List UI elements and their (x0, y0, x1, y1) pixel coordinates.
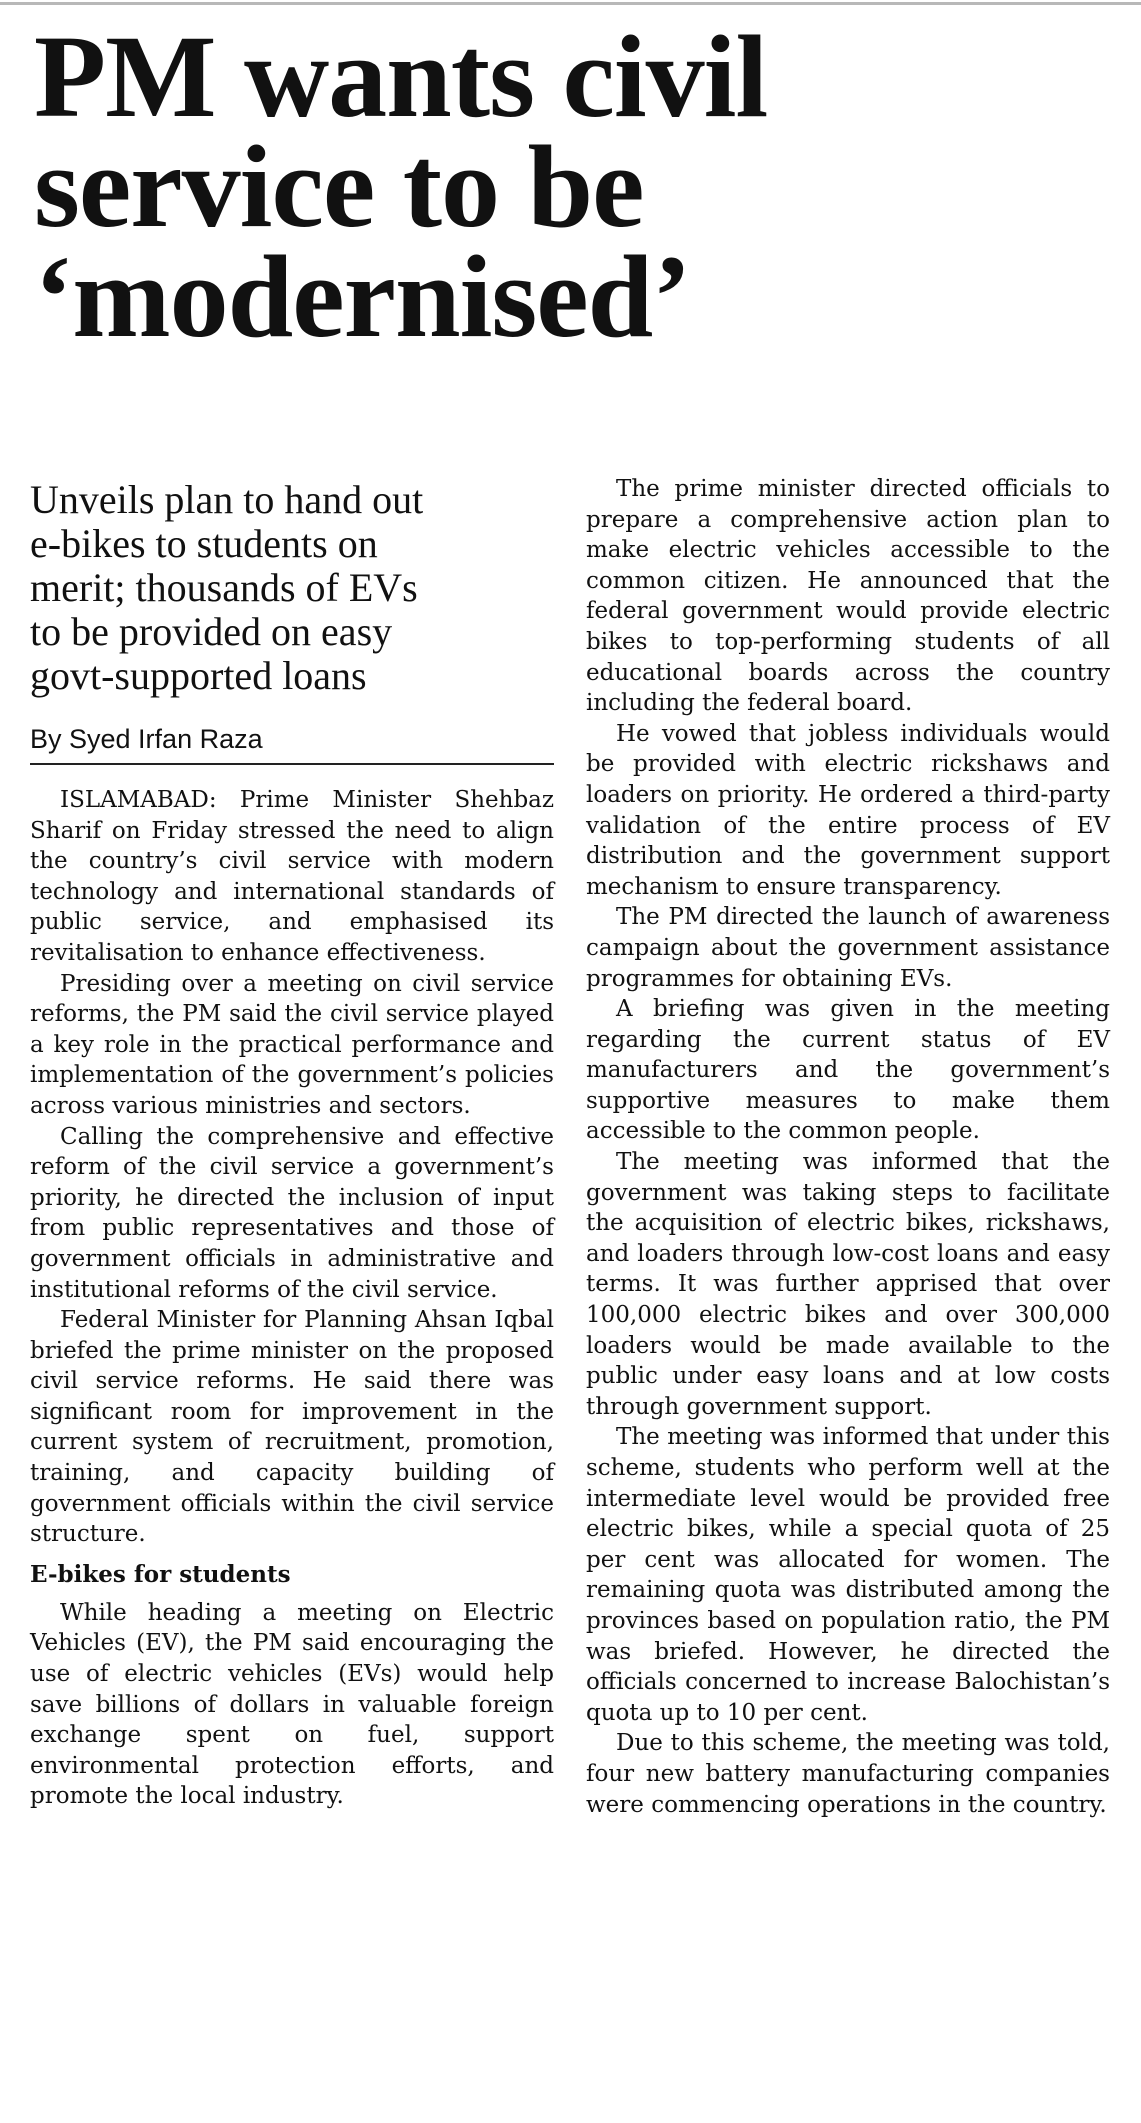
paragraph: Due to this scheme, the meeting was told, four new battery manufacturing companies were commencing operations in the country. (586, 1730, 1110, 1818)
paragraph: Calling the comprehensive and effective reform of the civil service a government’s priority, he directed the inclusion of input from public representatives and those of government officials in administrative and institutional reforms of the civil service. (30, 1123, 554, 1303)
paragraph: The PM directed the launch of awareness campaign about the government assistance programmes for obtaining EVs. (586, 904, 1110, 992)
deck (30, 478, 554, 698)
left-body (30, 785, 554, 1812)
right-column (586, 474, 1110, 1820)
deck-line: e-bikes to students on (30, 521, 378, 566)
headline-line: ‘modernised’ (34, 231, 691, 362)
headline-line: service to be (34, 121, 644, 252)
paragraph: Presiding over a meeting on civil service reforms, the PM said the civil service played a key role in the practical performance and implementation of the government’s policies across various ministries and sectors. (30, 970, 554, 1119)
paragraph: He vowed that jobless individuals would be provided with electric rickshaws and loaders on priority. He ordered a third-party validation of the entire process of EV distribution and the government support mechanism to ensure transparency. (586, 720, 1110, 900)
paragraph: ISLAMABAD: Prime Minister Shehbaz Sharif on Friday stressed the need to align the country’s civil service with modern technology and international standards of public service, and emphasised its revitalisation to enhance effectiveness. (30, 787, 554, 966)
deck-line: Unveils plan to hand out (30, 477, 424, 522)
headline (34, 11, 1114, 362)
paragraph: A briefing was given in the meeting regarding the current status of EV manufacturers and the government’s supportive measures to make them accessible to the common people. (586, 996, 1110, 1145)
paragraph: While heading a meeting on Electric Vehicles (EV), the PM said encouraging the use of electric vehicles (EVs) would help save billions of dollars in valuable foreign exchange spent on fuel, support environmental protection efforts, and promote the local industry. (30, 1599, 554, 1810)
paragraph: The meeting was informed that the government was taking steps to facilitate the acquisition of electric bikes, rickshaws, and loaders through low-cost loans and easy terms. It was further apprised that over 100,000 electric bikes and over 300,000 loaders would be made available to the public under easy loans and at low costs through government support. (586, 1149, 1110, 1420)
byline: By Syed Irfan Raza (30, 724, 554, 765)
top-rule (0, 2, 1141, 5)
paragraph: Federal Minister for Planning Ahsan Iqbal briefed the prime minister on the proposed civil service reforms. He said there was significant room for improvement in the current system of recruitment, promotion, training, and capacity building of government officials within the civil service structure. (30, 1307, 554, 1548)
deck-line: merit; thousands of EVs (30, 565, 418, 610)
deck-line: to be provided on easy (30, 609, 393, 654)
left-column (30, 470, 554, 1812)
paragraph: The prime minister directed officials to prepare a comprehensive action plan to make electric vehicles accessible to the common citizen. He announced that the federal government would provide electric bikes to top-performing students of all educational boards across the country including the federal board. (586, 476, 1110, 717)
headline-line: PM wants civil (34, 11, 768, 142)
subhead: E-bikes for students (30, 1560, 291, 1588)
deck-line: govt-supported loans (30, 653, 367, 698)
right-body (586, 474, 1110, 1820)
paragraph: The meeting was informed that under this scheme, students who perform well at the intermediate level would be provided free electric bikes, while a special quota of 25 per cent was allocated for women. The remaining quota was distributed among the provinces based on population ratio, the PM was briefed. However, he directed the officials concerned to increase Balochistan’s quota up to 10 per cent. (586, 1424, 1110, 1726)
